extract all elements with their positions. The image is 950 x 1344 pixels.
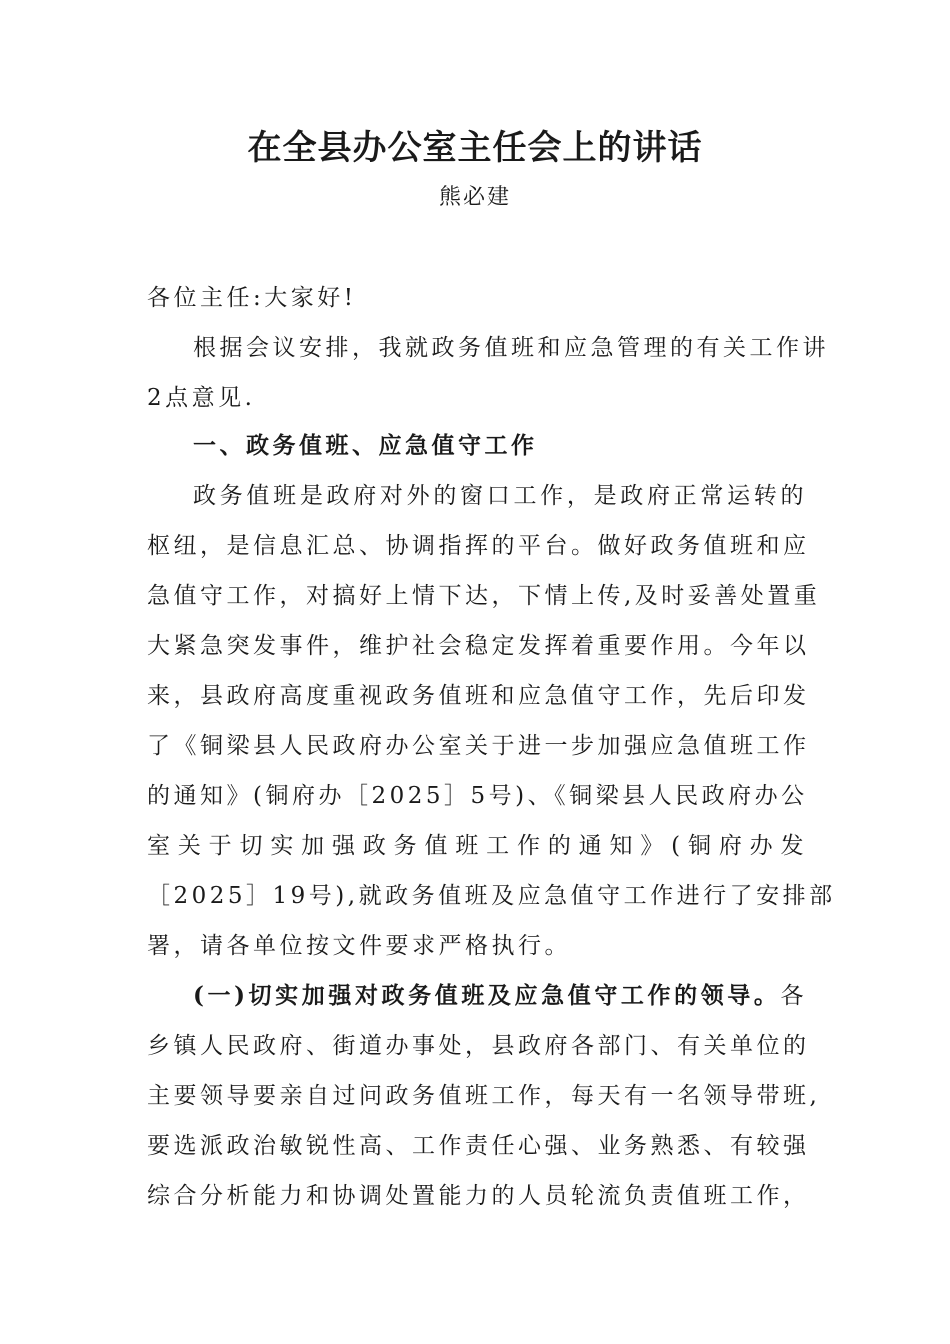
paragraph-1-line: 了《铜梁县人民政府办公室关于进一步加强应急值班工作 xyxy=(147,733,810,759)
paragraph-1-line: 枢纽，是信息汇总、协调指挥的平台。做好政务值班和应 xyxy=(147,533,810,559)
paragraph-2-lead-tail: 各 xyxy=(780,983,807,1009)
paragraph-1-line: 政务值班是政府对外的窗口工作，是政府正常运转的 xyxy=(193,483,807,509)
greeting: 各位主任:大家好! xyxy=(147,285,357,311)
paragraph-1-line: 来，县政府高度重视政务值班和应急值守工作，先后印发 xyxy=(147,683,810,709)
intro-line-2: 2点意见. xyxy=(147,385,256,411)
paragraph-1-line: ［2025］19号),就政务值班及应急值守工作进行了安排部 xyxy=(147,883,836,909)
paragraph-1-line: 急值守工作，对搞好上情下达，下情上传,及时妥善处置重 xyxy=(147,583,821,609)
paragraph-2-lead-line xyxy=(193,971,807,1021)
paragraph-1-line: 大紧急突发事件，维护社会稳定发挥着重要作用。今年以 xyxy=(147,633,810,659)
paragraph-1-line: 室关于切实加强政务值班工作的通知》(铜府办发 xyxy=(147,833,807,859)
paragraph-2-line: 乡镇人民政府、街道办事处，县政府各部门、有关单位的 xyxy=(147,1033,810,1059)
paragraph-2-line: 主要领导要亲自过问政务值班工作，每天有一名领导带班, xyxy=(147,1083,821,1109)
subsection-1-heading: (一)切实加强对政务值班及应急值守工作的领导。 xyxy=(193,982,781,1009)
paragraph-2-line: 综合分析能力和协调处置能力的人员轮流负责值班工作， xyxy=(147,1183,810,1209)
paragraph-1-line: 的通知》(铜府办［2025］5号)、《铜梁县人民政府办公 xyxy=(147,783,808,809)
paragraph-2-line: 要选派政治敏锐性高、工作责任心强、业务熟悉、有较强 xyxy=(147,1133,810,1159)
intro-line-1: 根据会议安排，我就政务值班和应急管理的有关工作讲 xyxy=(193,335,829,361)
document-author: 熊必建 xyxy=(438,185,511,210)
paragraph-1-line: 署，请各单位按文件要求严格执行。 xyxy=(147,933,571,959)
section-1-heading: 一、政务值班、应急值守工作 xyxy=(193,432,538,459)
document-title: 在全县办公室主任会上的讲话 xyxy=(247,128,703,168)
